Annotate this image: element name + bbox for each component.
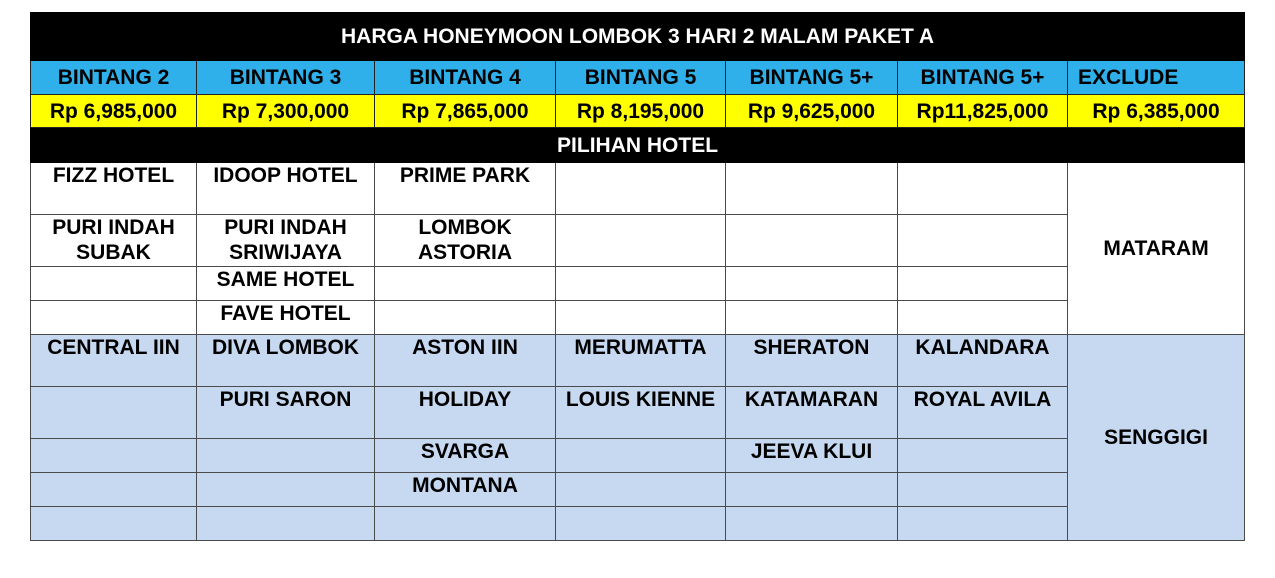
hotel-cell <box>898 163 1068 215</box>
hotel-cell: MONTANA <box>375 473 556 507</box>
hotel-cell <box>375 507 556 541</box>
price-cell: Rp 6,385,000 <box>1068 95 1245 128</box>
area-label: MATARAM <box>1068 163 1245 335</box>
category-header: BINTANG 2 <box>31 61 197 95</box>
hotel-cell <box>898 439 1068 473</box>
hotel-cell: KALANDARA <box>898 335 1068 387</box>
table-row <box>31 163 1245 215</box>
hotel-cell <box>556 163 726 215</box>
hotel-cell: KATAMARAN <box>726 387 898 439</box>
price-cell: Rp 8,195,000 <box>556 95 726 128</box>
hotel-cell <box>726 215 898 267</box>
hotel-cell <box>556 439 726 473</box>
hotel-cell <box>31 507 197 541</box>
hotel-cell <box>31 301 197 335</box>
hotel-cell <box>31 387 197 439</box>
hotel-cell: SAME HOTEL <box>197 267 375 301</box>
hotel-cell: SHERATON <box>726 335 898 387</box>
table-row <box>31 473 1245 507</box>
table-title: HARGA HONEYMOON LOMBOK 3 HARI 2 MALAM PAKET A <box>31 13 1245 61</box>
hotel-cell: IDOOP HOTEL <box>197 163 375 215</box>
section-title: PILIHAN HOTEL <box>31 128 1245 163</box>
hotel-cell: PRIME PARK <box>375 163 556 215</box>
category-header: BINTANG 5+ <box>898 61 1068 95</box>
hotel-cell <box>898 215 1068 267</box>
price-cell: Rp 6,985,000 <box>31 95 197 128</box>
price-cell: Rp11,825,000 <box>898 95 1068 128</box>
hotel-cell: FAVE HOTEL <box>197 301 375 335</box>
hotel-cell <box>556 301 726 335</box>
hotel-cell <box>375 301 556 335</box>
hotel-cell: ASTON IIN <box>375 335 556 387</box>
hotel-cell <box>726 267 898 301</box>
hotel-cell: LOUIS KIENNE <box>556 387 726 439</box>
hotel-cell: PURI SARON <box>197 387 375 439</box>
category-header: BINTANG 4 <box>375 61 556 95</box>
hotel-cell <box>898 507 1068 541</box>
hotel-cell <box>898 267 1068 301</box>
hotel-cell <box>556 507 726 541</box>
hotel-cell: JEEVA KLUI <box>726 439 898 473</box>
area-label: SENGGIGI <box>1068 335 1245 541</box>
hotel-cell <box>197 439 375 473</box>
hotel-cell: SVARGA <box>375 439 556 473</box>
hotel-cell <box>556 267 726 301</box>
price-cell: Rp 7,865,000 <box>375 95 556 128</box>
hotel-cell: CENTRAL IIN <box>31 335 197 387</box>
table-row <box>31 215 1245 267</box>
hotel-cell: ROYAL AVILA <box>898 387 1068 439</box>
hotel-cell <box>31 439 197 473</box>
hotel-cell <box>556 473 726 507</box>
hotel-cell: HOLIDAY <box>375 387 556 439</box>
hotel-cell <box>726 473 898 507</box>
table-row <box>31 267 1245 301</box>
price-table <box>30 12 1245 541</box>
hotel-cell: PURI INDAH SRIWIJAYA <box>197 215 375 267</box>
hotel-cell: MERUMATTA <box>556 335 726 387</box>
hotel-cell: FIZZ HOTEL <box>31 163 197 215</box>
table-row <box>31 301 1245 335</box>
hotel-cell <box>31 473 197 507</box>
hotel-cell <box>898 473 1068 507</box>
table-row <box>31 387 1245 439</box>
hotel-cell: PURI INDAH SUBAK <box>31 215 197 267</box>
hotel-cell: DIVA LOMBOK <box>197 335 375 387</box>
category-header: BINTANG 3 <box>197 61 375 95</box>
category-header: BINTANG 5+ <box>726 61 898 95</box>
table-row <box>31 507 1245 541</box>
hotel-cell <box>31 267 197 301</box>
hotel-cell: LOMBOK ASTORIA <box>375 215 556 267</box>
price-cell: Rp 7,300,000 <box>197 95 375 128</box>
price-cell: Rp 9,625,000 <box>726 95 898 128</box>
hotel-cell <box>898 301 1068 335</box>
hotel-cell <box>197 507 375 541</box>
hotel-cell <box>197 473 375 507</box>
hotel-cell <box>375 267 556 301</box>
table-row <box>31 335 1245 387</box>
hotel-cell <box>556 215 726 267</box>
table-row <box>31 439 1245 473</box>
category-header: BINTANG 5 <box>556 61 726 95</box>
hotel-cell <box>726 301 898 335</box>
hotel-cell <box>726 507 898 541</box>
hotel-cell <box>726 163 898 215</box>
category-header: EXCLUDE <box>1068 61 1245 95</box>
